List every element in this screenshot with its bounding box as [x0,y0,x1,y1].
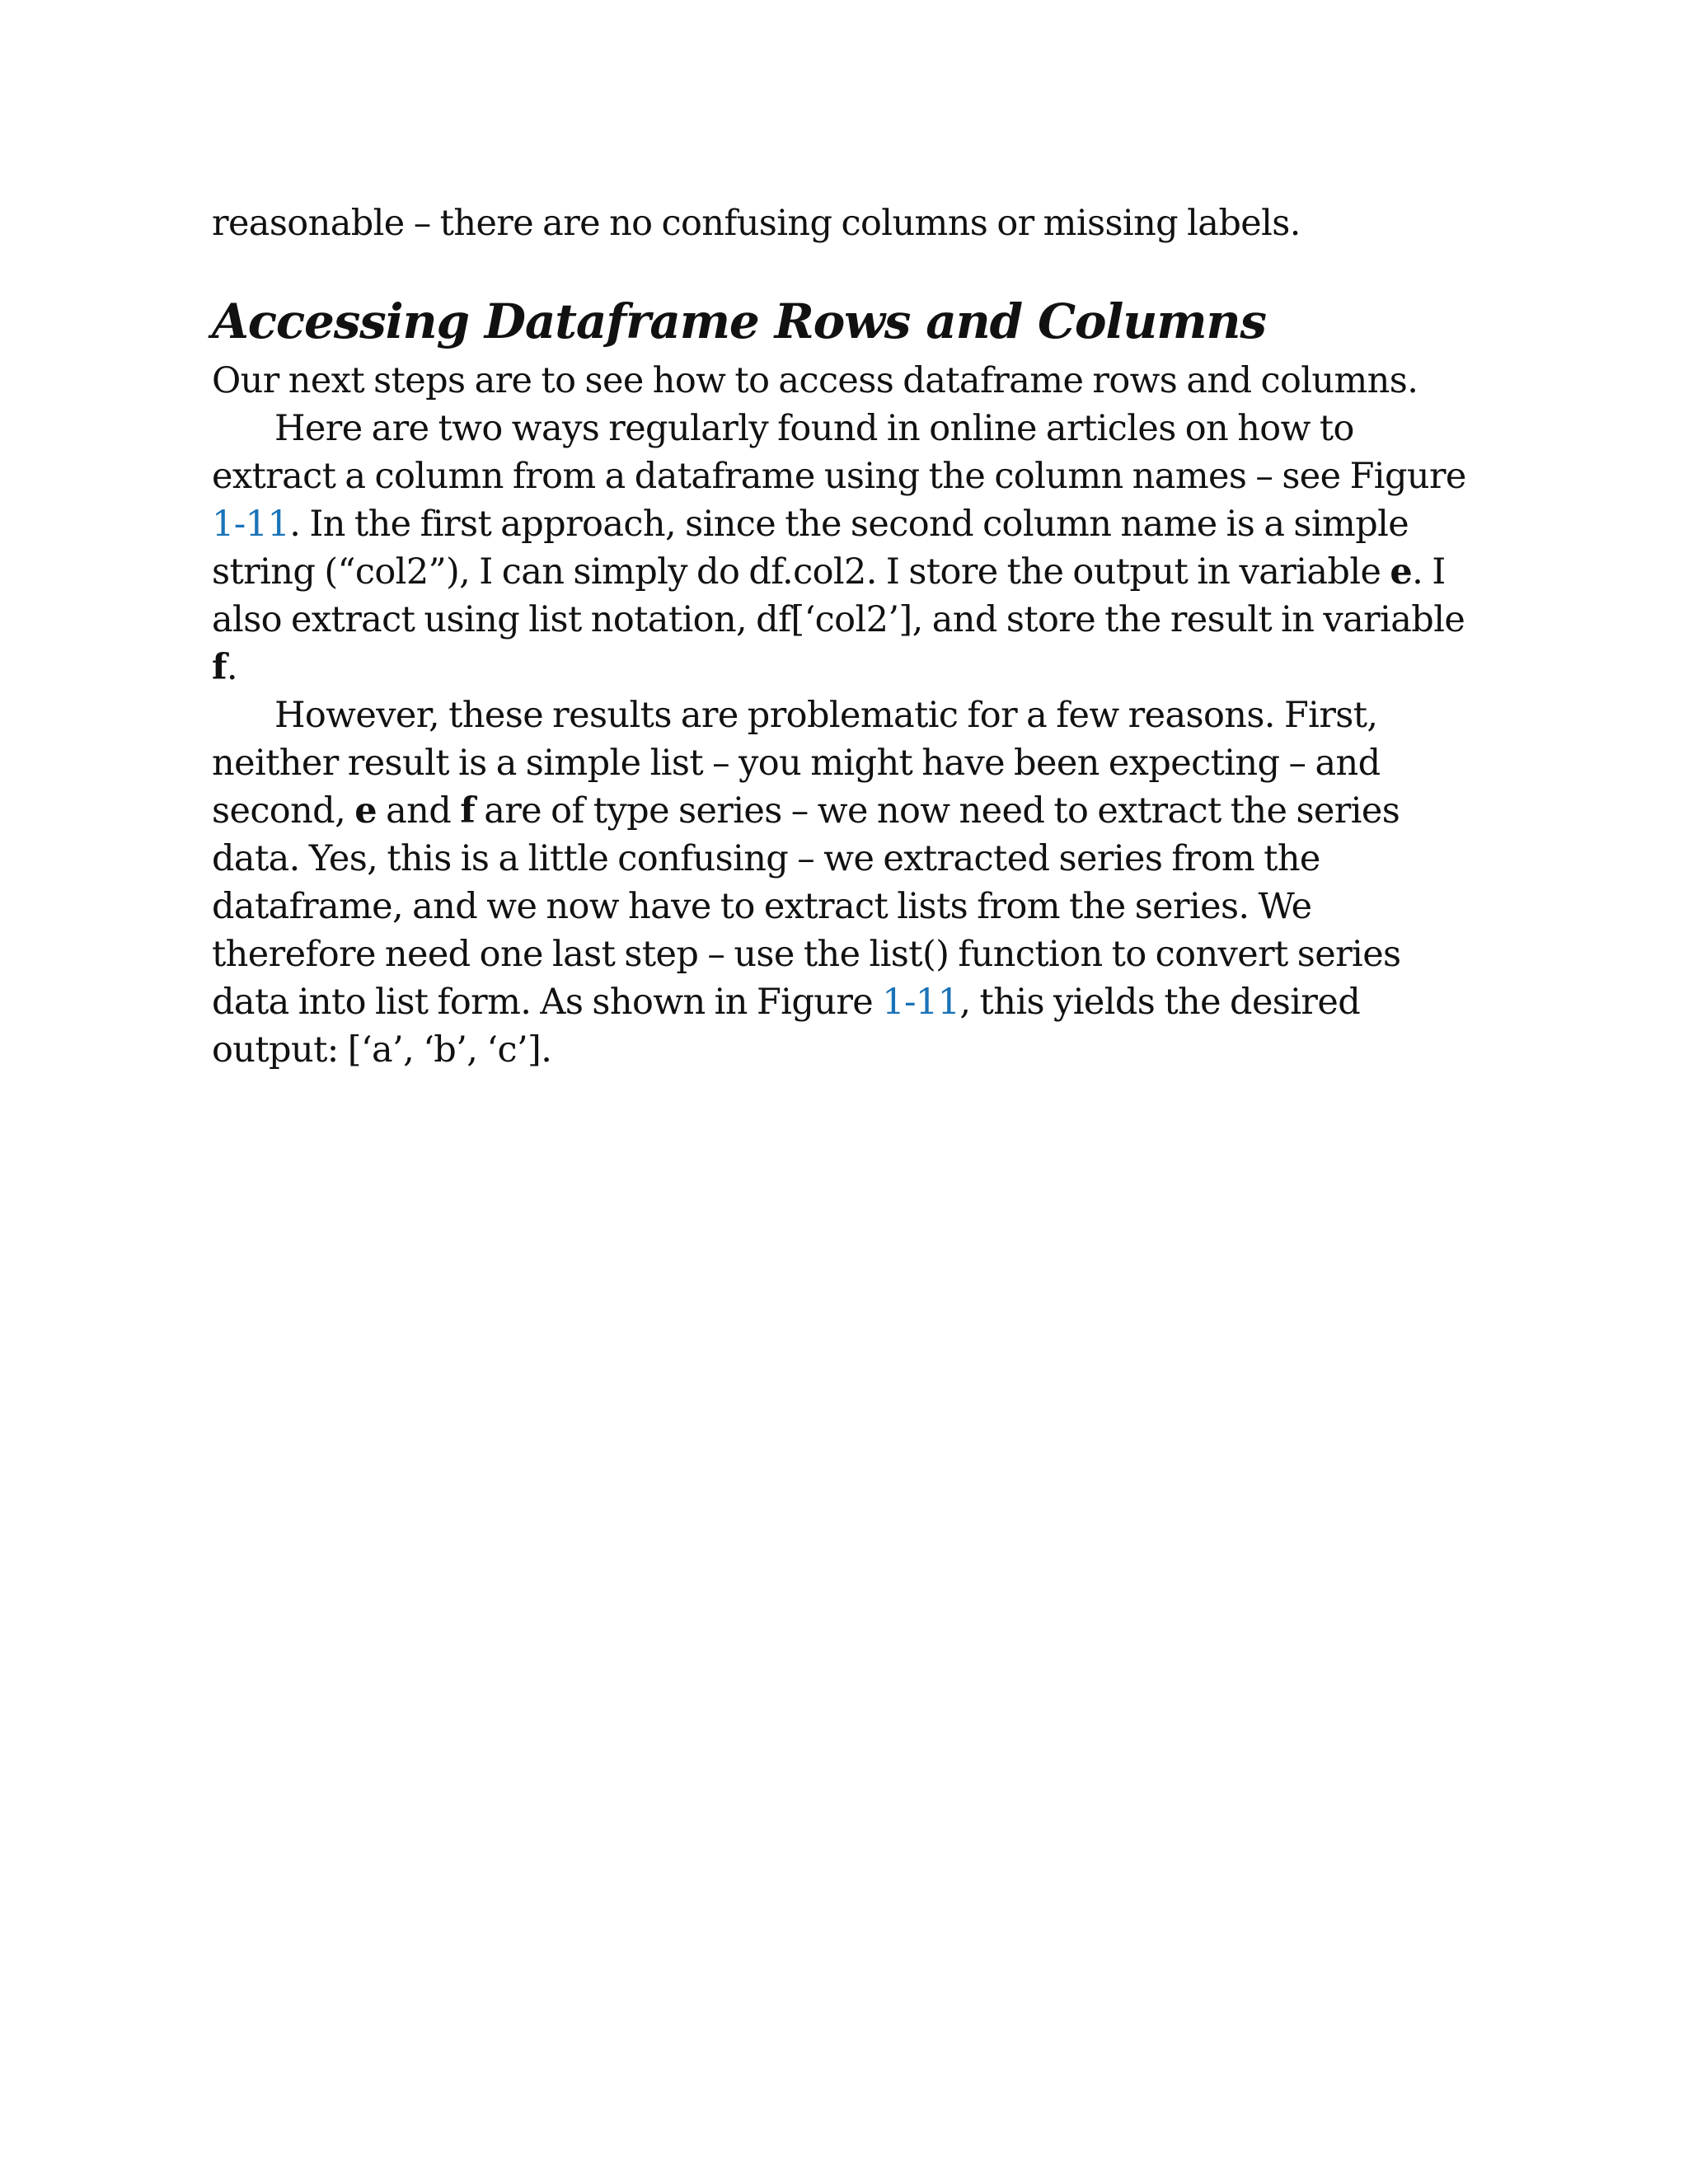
paragraph-2-line-4 [212,548,1446,596]
paragraph-3-line-1: However, these results are problematic for a few reasons. First, [274,695,1378,736]
section-heading: Accessing Dataframe Rows and Columns [212,293,1266,349]
paragraph-3-line-8: output: [‘a’, ‘b’, ‘c’]. [212,1029,552,1071]
text-span: data into list form. As shown in Figure [212,982,883,1023]
variable-e: e [1390,551,1413,593]
text-span: string (“col2”), I can simply do df.col2. I store the output in variable [212,551,1390,593]
paragraph-2-line-2: extract a column from a dataframe using the column names – see Figure [212,456,1466,497]
paragraph-2-line-3 [212,500,1409,548]
variable-f: f [460,790,476,832]
variable-e: e [354,790,377,832]
paragraph-3-line-6: therefore need one last step – use the list() function to convert series [212,934,1401,975]
paragraph-2-line-1: Here are two ways regularly found in online articles on how to [274,408,1354,449]
text-span: . In the first approach, since the second column name is a simple [289,504,1409,545]
paragraph-2-line-6 [212,644,237,691]
paragraph-3-line-4: data. Yes, this is a little confusing – we extracted series from the [212,838,1320,879]
paragraph-1-line-1: Our next steps are to see how to access dataframe rows and columns. [212,360,1418,401]
variable-f: f [212,647,227,688]
paragraph-3-line-7 [212,978,1360,1026]
text-span: . I [1412,551,1446,593]
paragraph-3-line-3 [212,787,1400,835]
text-span: second, [212,790,355,832]
paragraph-3-line-2: neither result is a simple list – you might have been expecting – and [212,743,1381,784]
intro-line: reasonable – there are no confusing columns or missing labels. [212,203,1301,244]
figure-link[interactable]: 1-11 [212,504,290,545]
text-span: . [226,647,237,688]
text-span: are of type series – we now need to extract the series [475,790,1400,832]
paragraph-3-line-5: dataframe, and we now have to extract lists from the series. We [212,886,1312,927]
figure-link[interactable]: 1-11 [882,982,960,1023]
text-span: , this yields the desired [959,982,1361,1023]
paragraph-2-line-5: also extract using list notation, df[‘col2’], and store the result in variable [212,599,1465,640]
text-span: and [377,790,461,832]
